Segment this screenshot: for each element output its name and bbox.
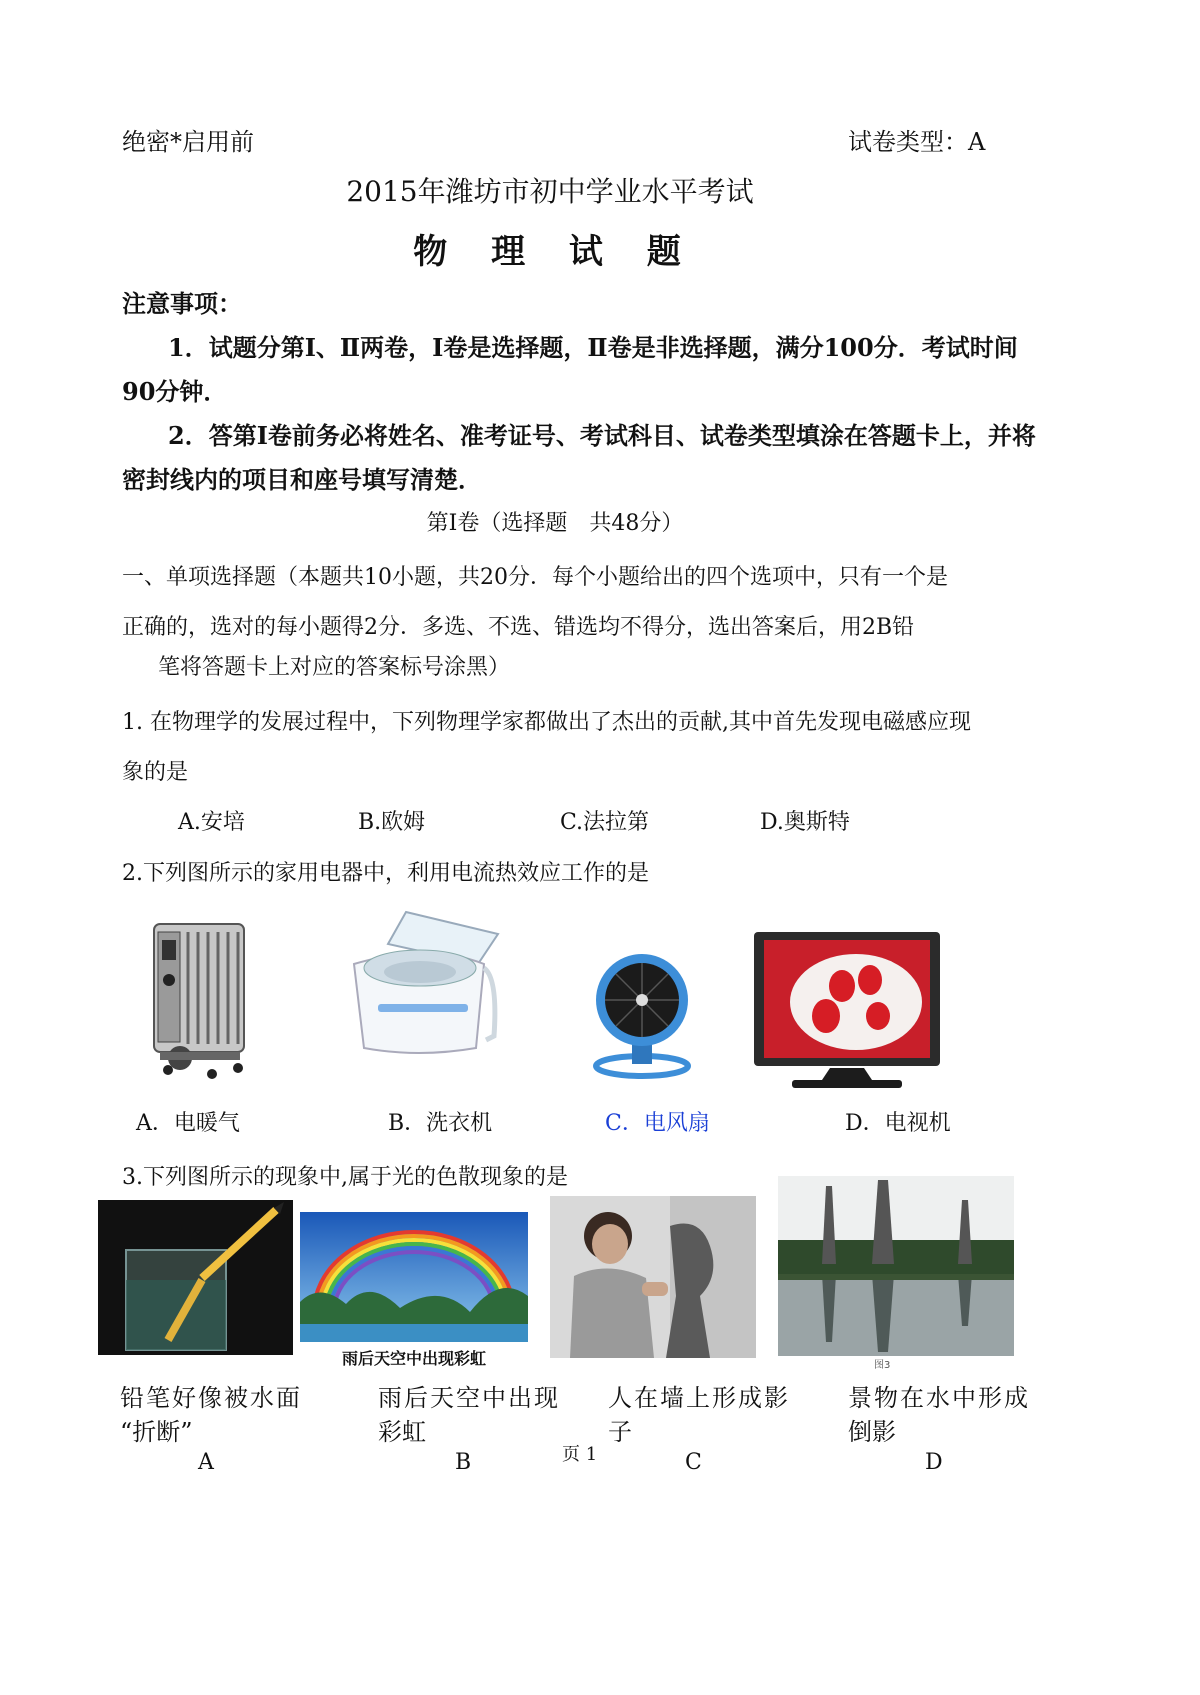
rainbow-image-caption: 雨后天空中出现彩虹 bbox=[341, 1349, 486, 1368]
q3-letter-c: C bbox=[685, 1450, 702, 1475]
q3-stem: 3.下列图所示的现象中,属于光的色散现象的是 bbox=[122, 1165, 568, 1190]
page-number: 页 1 bbox=[562, 1444, 598, 1465]
q2-option-c: C．电风扇 bbox=[605, 1111, 710, 1136]
subject-title: 物 理 试 题 bbox=[413, 232, 697, 272]
q3-caption-c-line-1: 人在墙上形成影 bbox=[608, 1384, 790, 1412]
washing-machine-image bbox=[348, 908, 508, 1058]
television-image bbox=[752, 930, 942, 1092]
oil-heater-image bbox=[140, 918, 250, 1083]
q2-option-d: D．电视机 bbox=[845, 1111, 951, 1136]
section-one-line-1: 一、单项选择题（本题共10小题，共20分．每个小题给出的四个选项中，只有一个是 bbox=[122, 565, 948, 590]
q1-option-d: D.奥斯特 bbox=[760, 810, 850, 835]
notice-heading: 注意事项： bbox=[122, 289, 242, 318]
pencil-in-water-image bbox=[98, 1200, 293, 1355]
notice-item-1-line-2: 90分钟． bbox=[122, 377, 228, 406]
q1-stem-line-2: 象的是 bbox=[122, 760, 189, 785]
part-one-title: 第Ⅰ卷（选择题 共48分） bbox=[426, 511, 684, 536]
section-one-line-3: 笔将答题卡上对应的答案标号涂黑） bbox=[158, 655, 511, 680]
q3-caption-d-line-1: 景物在水中形成 bbox=[848, 1384, 1030, 1412]
q1-option-b: B.欧姆 bbox=[358, 810, 426, 835]
q3-caption-a-line-1: 铅笔好像被水面 bbox=[120, 1384, 302, 1412]
section-one-line-2: 正确的，选对的每小题得2分．多选、不选、错选均不得分，选出答案后，用2B铅 bbox=[122, 615, 915, 640]
q3-letter-a: A bbox=[198, 1450, 214, 1475]
q3-caption-c-line-2: 子 bbox=[608, 1418, 632, 1446]
q3-letter-d: D bbox=[925, 1450, 943, 1475]
q1-option-a: A.安培 bbox=[178, 810, 245, 835]
q3-caption-a-line-2: “折断” bbox=[120, 1418, 193, 1446]
exam-title: 2015年潍坊市初中学业水平考试 bbox=[346, 175, 754, 208]
q3-caption-b-line-1: 雨后天空中出现 bbox=[378, 1384, 560, 1412]
q1-option-c: C.法拉第 bbox=[560, 810, 650, 835]
q3-letter-b: B bbox=[455, 1450, 472, 1475]
paper-type-label: 试卷类型：A bbox=[848, 128, 986, 156]
figure-tag: 图3 bbox=[874, 1360, 891, 1371]
notice-item-2-line-1: 2．答第Ⅰ卷前务必将姓名、准考证号、考试科目、试卷类型填涂在答题卡上，并将 bbox=[168, 421, 1036, 450]
rainbow-image bbox=[300, 1212, 528, 1372]
q1-stem-line-1: 1. 在物理学的发展过程中，下列物理学家都做出了杰出的贡献,其中首先发现电磁感应现 bbox=[122, 710, 971, 735]
secret-label: 绝密*启用前 bbox=[122, 128, 254, 156]
reflection-image bbox=[778, 1176, 1014, 1372]
q3-caption-b-line-2: 彩虹 bbox=[378, 1418, 426, 1446]
notice-item-1-line-1: 1．试题分第Ⅰ、Ⅱ两卷，I卷是选择题，Ⅱ卷是非选择题，满分100分．考试时间 bbox=[168, 333, 1018, 362]
q3-caption-d-line-2: 倒影 bbox=[848, 1418, 896, 1446]
q2-option-b: B．洗衣机 bbox=[388, 1111, 493, 1136]
electric-fan-image bbox=[590, 950, 700, 1080]
notice-item-2-line-2: 密封线内的项目和座号填写清楚． bbox=[122, 465, 482, 494]
shadow-image bbox=[550, 1196, 756, 1358]
q2-option-a: A．电暖气 bbox=[136, 1111, 240, 1136]
q2-stem: 2.下列图所示的家用电器中，利用电流热效应工作的是 bbox=[122, 861, 649, 886]
